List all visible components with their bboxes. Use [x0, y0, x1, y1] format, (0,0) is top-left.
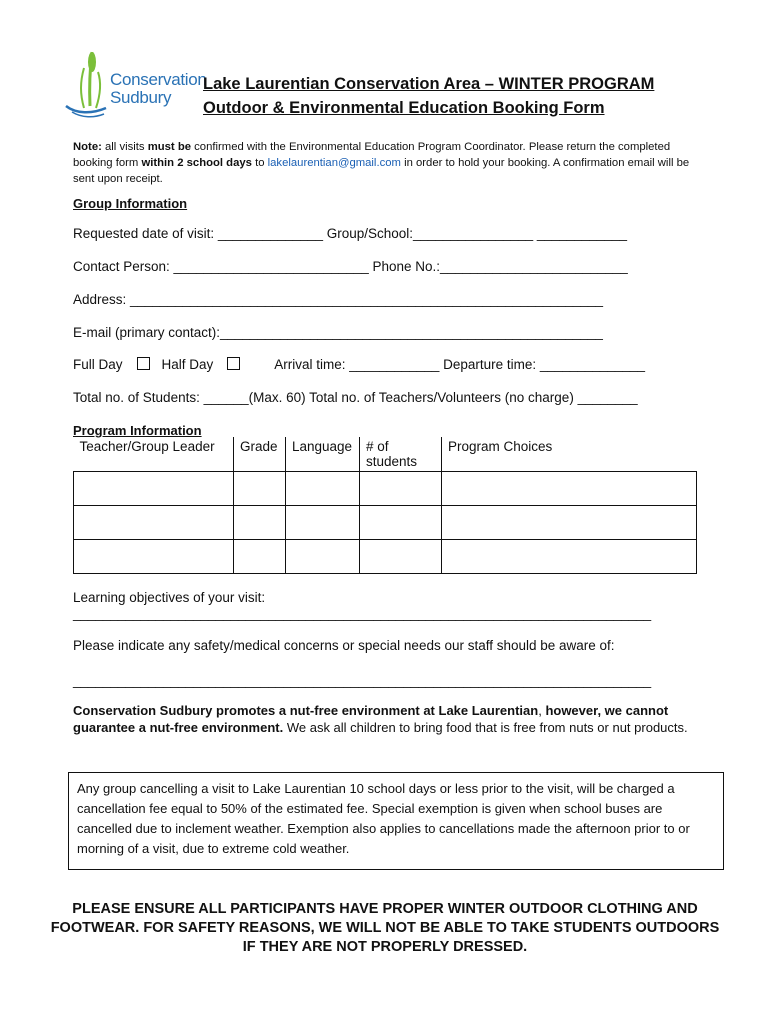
table-cell[interactable]	[360, 506, 442, 540]
program-information-heading: Program Information	[73, 423, 202, 438]
half-day-checkbox[interactable]	[227, 357, 240, 370]
clothing-warning: PLEASE ENSURE ALL PARTICIPANTS HAVE PROPER WINTER OUTDOOR CLOTHING AND FOOTWEAR. FOR SAFETY REASONS, WE WILL NOT BE ABLE TO TAKE STUDENTS OUTDOORS IF THEY ARE NOT PROPERLY DRESSED.	[50, 901, 720, 955]
program-table	[73, 437, 697, 574]
cattail-reed-icon	[62, 48, 112, 120]
nut-free-notice	[73, 702, 703, 736]
contact-phone-field[interactable]: Contact Person: __________________________ Phone No.:_________________________	[73, 259, 628, 274]
nut-notice-bold: however, we cannot guarantee a nut-free environment.	[73, 703, 669, 735]
booking-note	[73, 139, 703, 187]
title-line-2: Outdoor & Environmental Education Booking Form	[203, 99, 605, 117]
full-day-checkbox[interactable]	[137, 357, 150, 370]
objectives-field[interactable]: _____________________________________________________________________________	[73, 606, 652, 621]
table-row	[74, 540, 697, 574]
logo-line-2: Sudbury	[110, 88, 172, 107]
column-header: # of students	[360, 437, 442, 472]
table-cell[interactable]	[442, 540, 697, 574]
logo-line-1: Conservation	[110, 70, 207, 89]
visit-date-school-field[interactable]: Requested date of visit: ______________ Group/School:________________ ____________	[73, 226, 627, 241]
table-cell[interactable]	[360, 472, 442, 506]
table-cell[interactable]	[234, 506, 286, 540]
program-table-header	[74, 437, 697, 472]
nut-notice-text: We ask all children to bring food that is free from nuts or nut products.	[283, 720, 688, 735]
address-field[interactable]: Address: _______________________________________________________________	[73, 292, 604, 307]
note-must-be: must be	[147, 141, 192, 153]
cancellation-policy-box: Any group cancelling a visit to Lake Laurentian 10 school days or less prior to the visit, will be charged a cancellation fee equal to 50% of the estimated fee. Special exemption is given when school buses are cancelled due to inclement weather. Exemption also applies to cancellations made the afternoon prior to or morning of a visit, due to extreme cold weather.	[68, 772, 724, 870]
note-text: all visits	[101, 141, 148, 153]
safety-label: Please indicate any safety/medical concerns or special needs our staff should be aware of:	[73, 638, 615, 653]
note-text: to	[251, 157, 268, 169]
arrival-departure-field[interactable]: Arrival time: ____________ Departure time: ______________	[274, 357, 646, 372]
coordinator-email-link[interactable]: lakelaurentian@gmail.com	[267, 157, 401, 169]
nut-notice-bold: Conservation Sudbury promotes a nut-free environment at Lake Laurentian	[73, 703, 539, 718]
column-header: Grade	[234, 437, 286, 472]
full-day-label: Full Day	[73, 357, 123, 372]
table-row	[74, 472, 697, 506]
title-line-1: Lake Laurentian Conservation Area – WINTER PROGRAM	[203, 75, 655, 93]
note-text: in order to hold your booking. A confirmation email will be sent upon receipt.	[73, 157, 690, 185]
table-cell[interactable]	[286, 540, 360, 574]
table-cell[interactable]	[360, 540, 442, 574]
table-cell[interactable]	[234, 540, 286, 574]
table-cell[interactable]	[74, 540, 234, 574]
table-cell[interactable]	[74, 472, 234, 506]
column-header: Program Choices	[442, 437, 697, 472]
table-cell[interactable]	[442, 506, 697, 540]
group-information-heading: Group Information	[73, 196, 188, 211]
column-header: Teacher/Group Leader	[74, 437, 234, 472]
note-within: within 2 school days	[141, 157, 252, 169]
column-header: Language	[286, 437, 360, 472]
table-cell[interactable]	[286, 472, 360, 506]
form-title	[203, 72, 654, 120]
table-cell[interactable]	[286, 506, 360, 540]
nut-notice-text: ,	[538, 703, 546, 718]
participant-count-field[interactable]: Total no. of Students: ______(Max. 60) Total no. of Teachers/Volunteers (no charge) ________	[73, 390, 638, 405]
visit-duration-row	[73, 357, 645, 372]
safety-field[interactable]: _____________________________________________________________________________	[73, 673, 652, 688]
table-cell[interactable]	[74, 506, 234, 540]
email-field[interactable]: E-mail (primary contact):___________________________________________________	[73, 325, 603, 340]
conservation-sudbury-logo	[62, 48, 207, 120]
table-row	[74, 506, 697, 540]
note-text: confirmed with the Environmental Education Program Coordinator. Please return the completed booking form	[73, 141, 671, 169]
objectives-label: Learning objectives of your visit:	[73, 590, 266, 605]
table-cell[interactable]	[442, 472, 697, 506]
note-label: Note:	[73, 141, 102, 153]
table-cell[interactable]	[234, 472, 286, 506]
half-day-label: Half Day	[161, 357, 214, 372]
